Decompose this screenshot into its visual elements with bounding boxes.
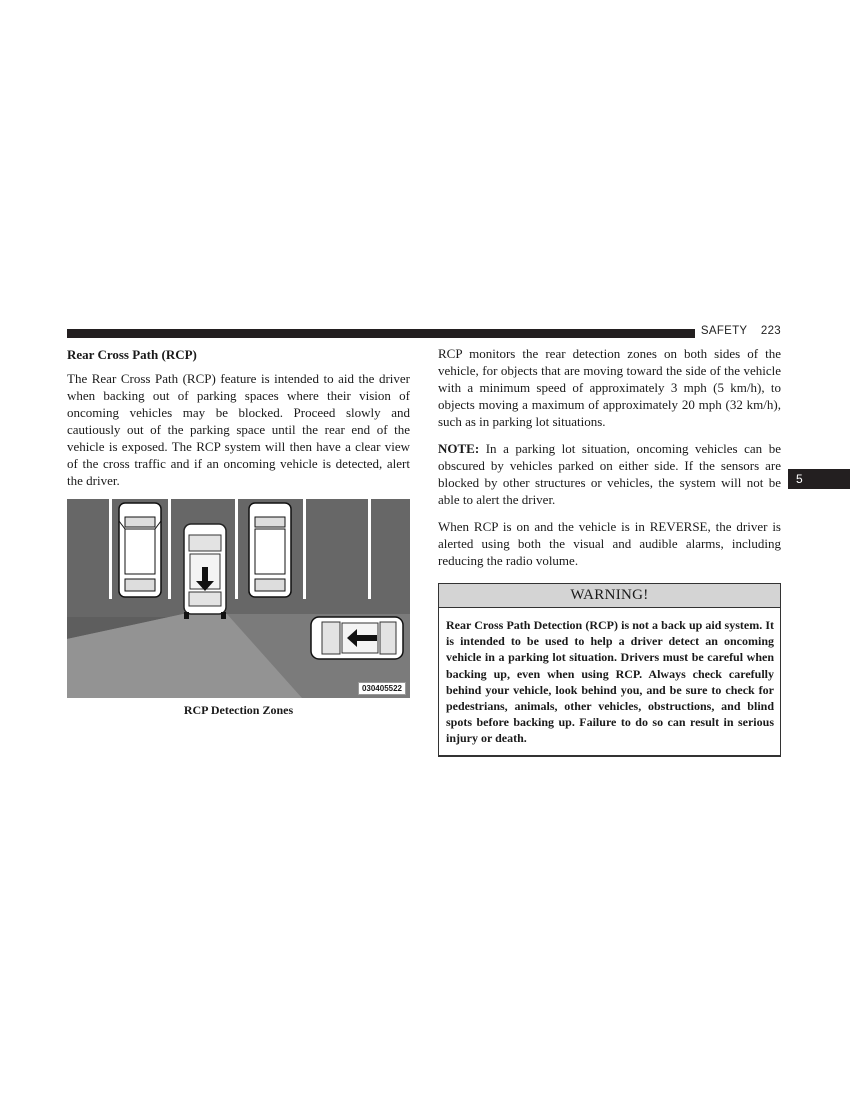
parking-line bbox=[303, 499, 306, 599]
intro-paragraph: The Rear Cross Path (RCP) feature is intended to aid the driver when backing out of parking spaces where their vision of oncoming vehicles may be blocked. Proceed slowly and cautiously out of the parking space until the rear end of the vehicle is exposed. The RCP system will then have a clear view of the cross traffic and if an oncoming vehicle is detected, alert the driver. bbox=[67, 371, 410, 488]
note-label: NOTE: bbox=[438, 441, 480, 456]
section-title: SAFETY bbox=[700, 325, 748, 337]
parking-line bbox=[109, 499, 112, 599]
page-number: 223 bbox=[760, 325, 781, 337]
note-text: In a parking lot situation, oncoming vehicles can be obscured by vehicles parked on either side. If the sensors are blocked by other structures or vehicles, the system will not be able to alert the driver. bbox=[438, 441, 781, 507]
figure-caption: RCP Detection Zones bbox=[183, 703, 294, 717]
rcp-monitoring-paragraph: RCP monitors the rear detection zones on both sides of the vehicle, for objects that are moving toward the side of the vehicle with a minimum speed of approximately 3 mph (5 km/h), to objects moving a maximum of approximately 20 mph (32 km/h), such as in parking lot situations. bbox=[438, 346, 781, 429]
section-heading: Rear Cross Path (RCP) bbox=[67, 347, 197, 362]
running-header bbox=[701, 325, 781, 337]
left-column bbox=[67, 345, 410, 718]
right-column bbox=[438, 345, 781, 757]
warning-box bbox=[438, 583, 781, 757]
backing-vehicle bbox=[184, 524, 226, 619]
note-paragraph bbox=[438, 440, 781, 508]
parked-vehicle-left bbox=[119, 503, 161, 597]
parking-line bbox=[168, 499, 171, 599]
warning-title: WARNING! bbox=[439, 584, 780, 608]
parking-line bbox=[235, 499, 238, 599]
parking-line bbox=[368, 499, 371, 599]
figure-code: 030405522 bbox=[358, 682, 406, 695]
chapter-tab: 5 bbox=[788, 469, 850, 489]
parking-lot-illustration bbox=[67, 499, 410, 698]
reverse-alert-paragraph: When RCP is on and the vehicle is in REVERSE, the driver is alerted using both the visual and audible alarms, including reducing the radio volume. bbox=[438, 519, 781, 568]
warning-body: Rear Cross Path Detection (RCP) is not a back up aid system. It is intended to be used to help a driver detect an oncoming vehicle in a parking lot situation. Drivers must be careful when backing up, even when using RCP. Always check carefully behind your vehicle, look behind you, and be sure to check for pedestrians, animals, other vehicles, obstructions, and blind spots before backing up. Failure to do so can result in serious injury or death. bbox=[446, 618, 774, 746]
parked-vehicle-right bbox=[249, 503, 291, 597]
rcp-detection-zones-figure bbox=[67, 499, 410, 698]
oncoming-vehicle bbox=[311, 617, 403, 659]
header-rule bbox=[67, 329, 695, 338]
